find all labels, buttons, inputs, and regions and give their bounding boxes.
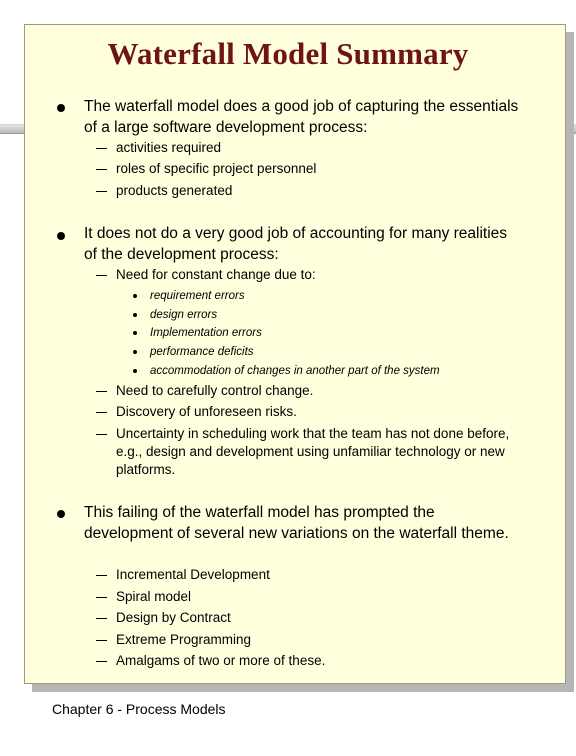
dash-marker [96, 169, 107, 170]
dash-marker [96, 148, 107, 149]
bullet-dot [57, 104, 65, 112]
dash-marker [96, 640, 107, 641]
decorative-bar-left [0, 124, 26, 134]
dash-marker [96, 661, 107, 662]
sub2-item: Need to carefully control change. [116, 383, 314, 398]
bullet-1-text: The waterfall model does a good job of capturing the essentials of a large software development process: [84, 98, 519, 136]
error-item: performance deficits [150, 346, 254, 358]
sub1-item: roles of specific project personnel [116, 161, 317, 176]
dash-marker [96, 275, 107, 276]
dash-marker [96, 191, 107, 192]
error-item: design errors [150, 309, 218, 321]
bullet-dot [57, 510, 65, 518]
sub3-item: Design by Contract [116, 610, 231, 625]
dash-marker [96, 412, 107, 413]
error-item: accommodation of changes in another part of the system [150, 365, 440, 377]
sub1-item: products generated [116, 183, 233, 198]
sub3-item: Incremental Development [116, 567, 270, 582]
dash-marker [96, 575, 107, 576]
sub2-item: Uncertainty in scheduling work that the team has not done before, e.g., design and development using unfamiliar technology or new platforms. [116, 426, 510, 477]
sub2-item: Need for constant change due to: [116, 267, 316, 282]
bullet-dot [57, 232, 65, 240]
slide-title: Waterfall Model Summary [107, 36, 469, 71]
dash-marker [96, 434, 107, 435]
bullet-dot-small [133, 369, 137, 373]
bullet-dot-small [133, 313, 137, 317]
sub3-item: Extreme Programming [116, 632, 252, 647]
slide-footer: Chapter 6 - Process Models [52, 701, 226, 717]
bullet-dot-small [133, 294, 137, 298]
sub2-item: Discovery of unforeseen risks. [116, 404, 297, 419]
error-item: requirement errors [150, 290, 245, 302]
dash-marker [96, 597, 107, 598]
bullet-2-text: It does not do a very good job of accounting for many realities of the development process: [84, 225, 508, 263]
dash-marker [96, 391, 107, 392]
sub3-item: Spiral model [116, 589, 192, 604]
dash-marker [96, 618, 107, 619]
error-item: Implementation errors [150, 327, 262, 339]
bullet-dot-small [133, 331, 137, 335]
bullet-dot-small [133, 350, 137, 354]
sub1-item: activities required [116, 140, 222, 155]
bullet-3-text: This failing of the waterfall model has prompted the development of several new variations on the waterfall theme. [84, 504, 509, 542]
sub3-item: Amalgams of two or more of these. [116, 653, 326, 668]
